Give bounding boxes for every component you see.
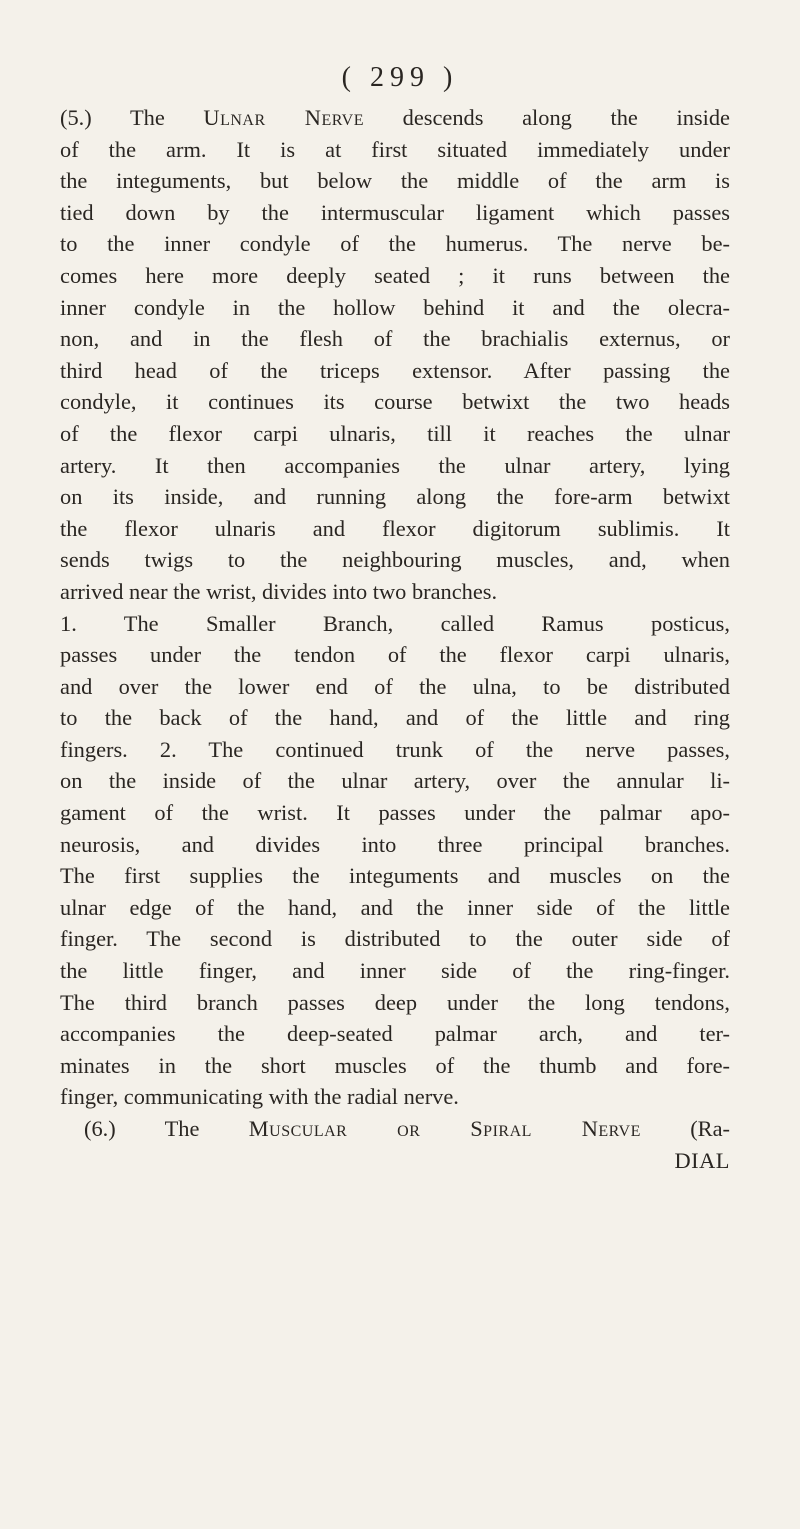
text-line: inner condyle in the hollow behind it and the olecra- [60,294,730,320]
text-line: sends twigs to the neighbouring muscles, and, when [60,547,730,573]
nerve-heading: Muscular or Spiral Nerve [248,1116,641,1141]
text-line: artery. It then accompanies the ulnar artery, lying [60,452,730,478]
text-line: the little finger, and inner side of the ring-finger. [60,958,730,984]
text-line: (5.) The Ulnar Nerve descends along the inside [60,105,730,130]
text-line: to the inner condyle of the humerus. The nerve be- [60,231,730,257]
text-line: (6.) The Muscular or Spiral Nerve (Ra- [84,1116,730,1141]
text-line: The first supplies the integuments and muscles on the [60,863,730,889]
text-line: finger. The second is distributed to the outer side of [60,926,730,952]
text-line: 1. The Smaller Branch, called Ramus posticus, [60,610,730,636]
text-line: and over the lower end of the ulna, to be distributed [60,673,730,699]
text-line: non, and in the flesh of the brachialis externus, or [60,326,730,352]
nerve-heading: Ulnar Nerve [203,105,364,130]
body-text [60,102,730,1176]
text-line: ulnar edge of the hand, and the inner side of the little [60,894,730,920]
text-line: of the arm. It is at first situated immediately under [60,136,730,162]
text-line: passes under the tendon of the flexor carpi ulnaris, [60,642,730,668]
text-line: to the back of the hand, and of the little and ring [60,705,730,731]
text-line: tied down by the intermuscular ligament which passes [60,199,730,225]
text-line: the flexor ulnaris and flexor digitorum sublimis. It [60,515,730,541]
text-line: The third branch passes deep under the long tendons, [60,989,730,1015]
text-line: on its inside, and running along the fore-arm betwixt [60,484,730,510]
text-line: fingers. 2. The continued trunk of the nerve passes, [60,736,730,762]
catchword: DIAL [674,1147,730,1173]
text-line: of the flexor carpi ulnaris, till it reaches the ulnar [60,420,730,446]
text-line: third head of the triceps extensor. After passing the [60,357,730,383]
text-line: minates in the short muscles of the thumb and fore- [60,1052,730,1078]
text-line: gament of the wrist. It passes under the palmar apo- [60,800,730,826]
text-line: finger, communicating with the radial nerve. [60,1084,459,1110]
text-line: on the inside of the ulnar artery, over the annular li- [60,768,730,794]
text-line: accompanies the deep-seated palmar arch, and ter- [60,1021,730,1047]
text-line: arrived near the wrist, divides into two branches. [60,578,498,604]
page-number: ( 299 ) [341,62,459,93]
text-line: condyle, it continues its course betwixt the two heads [60,389,730,415]
text-line: neurosis, and divides into three principal branches. [60,831,730,857]
text-line: comes here more deeply seated ; it runs between the [60,262,730,288]
text-line: the integuments, but below the middle of the arm is [60,168,730,194]
